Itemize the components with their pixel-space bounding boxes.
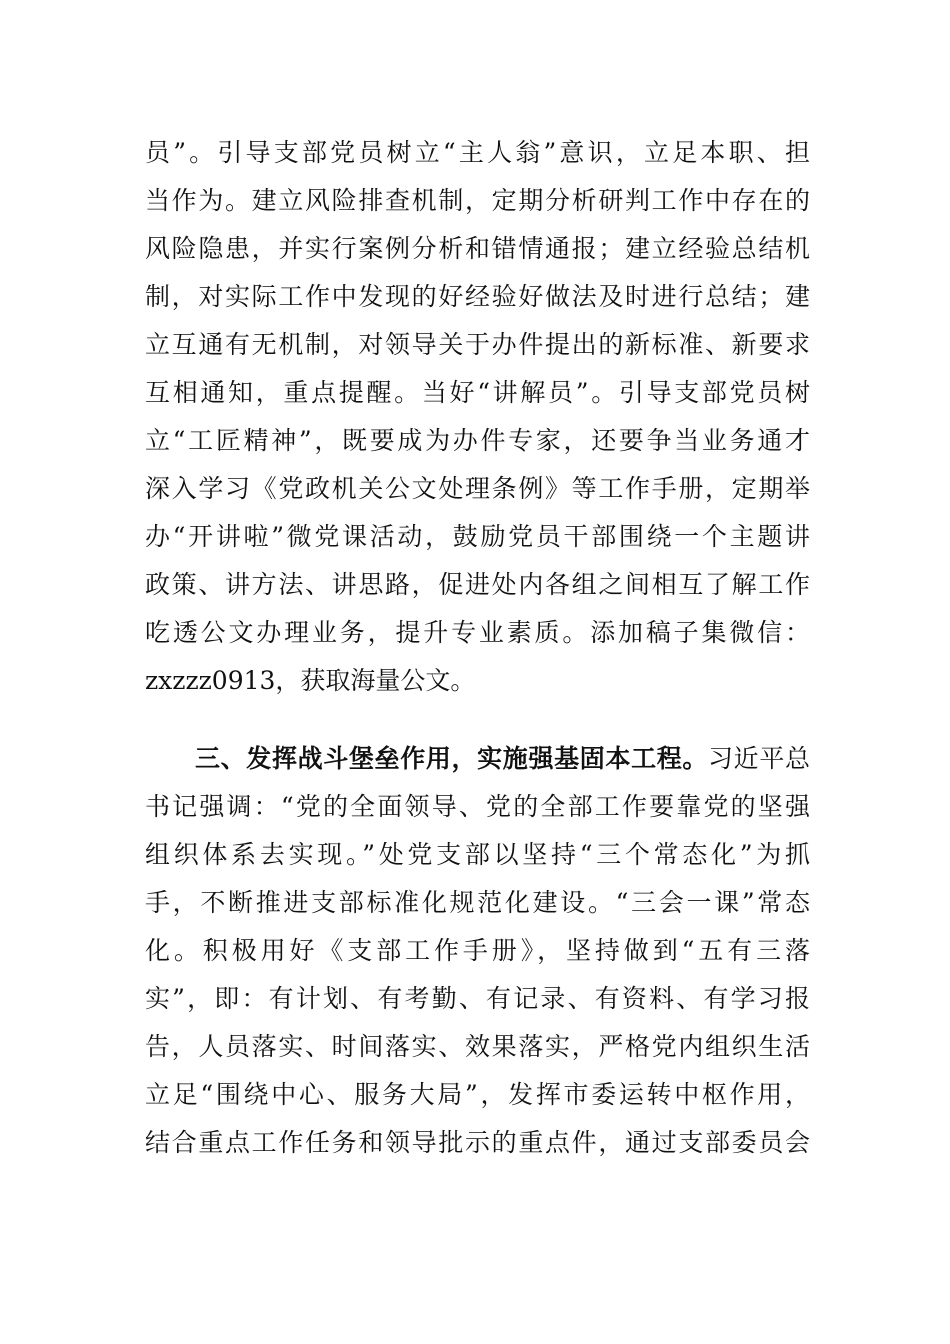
paragraph-2-line-6: 实”，即：有计划、有考勤、有记录、有资料、有学习报 <box>145 984 810 1013</box>
paragraph-1-line-3: 风险隐患，并实行案例分析和错情通报；建立经验总结机 <box>145 234 810 263</box>
paragraph-1-line-8: 深入学习《党政机关公文处理条例》等工作手册，定期举 <box>145 474 810 503</box>
paragraph-1-line-6: 互相通知，重点提醒。当好“讲解员”。引导支部党员树 <box>145 378 810 407</box>
section-heading-followup: 习近平总 <box>708 744 810 773</box>
paragraph-1-line-9: 办“开讲啦”微党课活动，鼓励党员干部围绕一个主题讲 <box>145 522 810 551</box>
paragraph-2-line-1 <box>195 742 810 776</box>
section-heading: 三、发挥战斗堡垒作用，实施强基固本工程。 <box>195 744 709 773</box>
paragraph-2-line-7: 告，人员落实、时间落实、效果落实，严格党内组织生活 <box>145 1032 810 1061</box>
paragraph-2-line-8: 立足“围绕中心、服务大局”，发挥市委运转中枢作用， <box>145 1080 810 1109</box>
paragraph-2-line-2: 书记强调：“党的全面领导、党的全部工作要靠党的坚强 <box>145 792 810 821</box>
paragraph-1-line-5: 立互通有无机制，对领导关于办件提出的新标准、新要求 <box>145 330 810 359</box>
paragraph-1-line-1: 员”。引导支部党员树立“主人翁”意识，立足本职、担 <box>145 138 810 167</box>
paragraph-2-line-9: 结合重点工作任务和领导批示的重点件，通过支部委员会 <box>145 1128 810 1157</box>
paragraph-1-line-12: zxzzz0913，获取海量公文。 <box>145 666 476 695</box>
paragraph-2-line-4: 手，不断推进支部标准化规范化建设。“三会一课”常态 <box>145 888 810 917</box>
paragraph-2-line-5: 化。积极用好《支部工作手册》，坚持做到“五有三落 <box>145 936 810 965</box>
paragraph-1-line-4: 制，对实际工作中发现的好经验好做法及时进行总结；建 <box>145 282 810 311</box>
paragraph-1-line-10: 政策、讲方法、讲思路，促进处内各组之间相互了解工作 <box>145 570 810 599</box>
paragraph-1-line-7: 立“工匠精神”，既要成为办件专家，还要争当业务通才 <box>145 426 810 455</box>
paragraph-1-line-2: 当作为。建立风险排查机制，定期分析研判工作中存在的 <box>145 186 810 215</box>
paragraph-2-line-3: 组织体系去实现。”处党支部以坚持“三个常态化”为抓 <box>145 840 810 869</box>
paragraph-1-line-11: 吃透公文办理业务，提升专业素质。添加稿子集微信： <box>145 618 810 647</box>
